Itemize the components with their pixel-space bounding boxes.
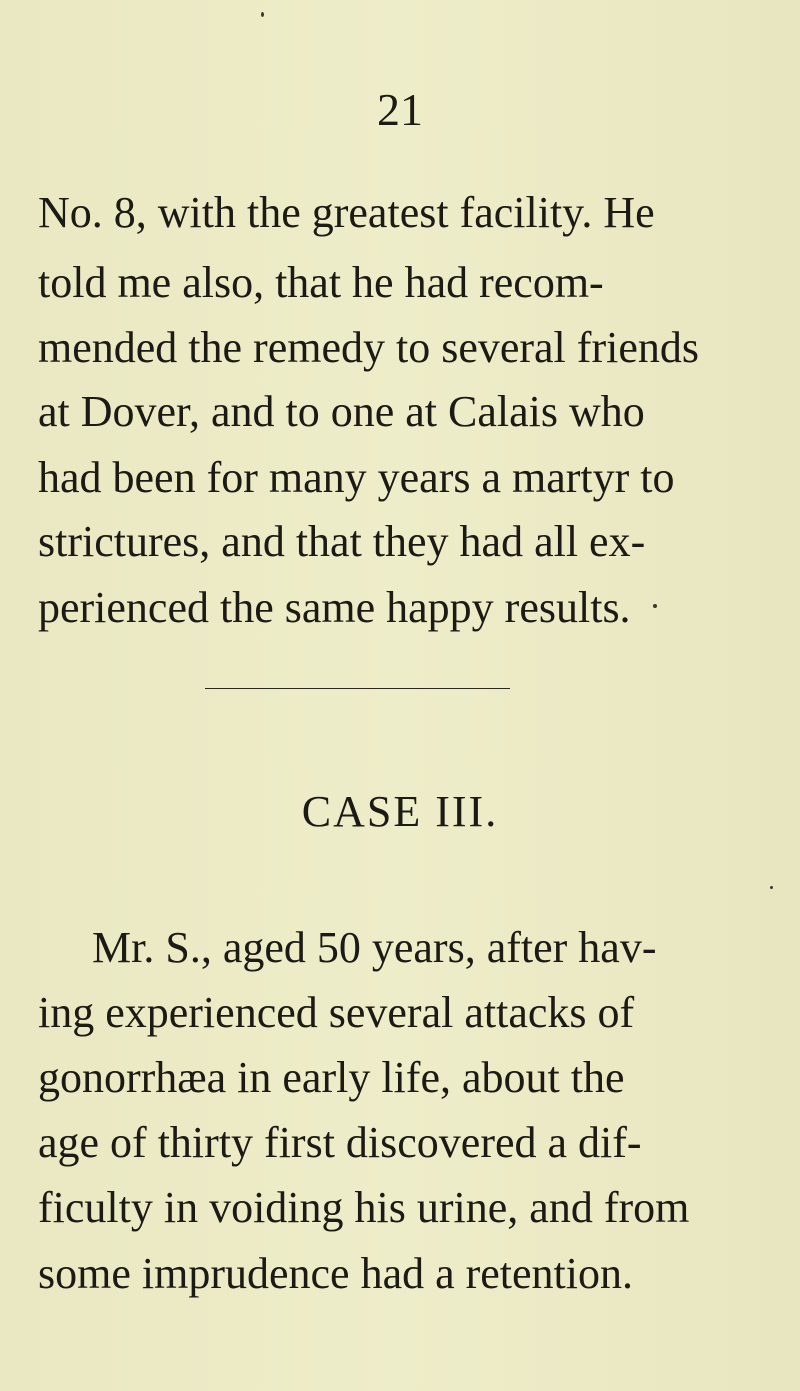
text-line: perienced the same happy results. — [38, 583, 631, 632]
paper-speck — [261, 12, 264, 17]
text-line: ficulty in voiding his urine, and from — [38, 1183, 690, 1232]
text-line: gonorrhæa in early life, about the — [38, 1053, 625, 1102]
text-line: mended the remedy to several friends — [38, 323, 699, 372]
text-line: No. 8, with the greatest facility. He — [38, 188, 655, 237]
text-line: some imprudence had a retention. — [38, 1249, 634, 1298]
text-line: ing experienced several attacks of — [38, 988, 635, 1037]
paper-speck — [653, 604, 657, 608]
text-line: at Dover, and to one at Calais who — [38, 387, 645, 436]
paper-speck — [770, 886, 773, 889]
case-heading: CASE III. — [301, 787, 499, 836]
text-line: strictures, and that they had all ex- — [38, 517, 646, 566]
text-line: told me also, that he had recom- — [38, 258, 604, 307]
page-number: 21 — [377, 84, 423, 135]
text-line: had been for many years a martyr to — [38, 453, 675, 502]
text-line: Mr. S., aged 50 years, after hav- — [92, 923, 657, 972]
section-divider — [205, 688, 510, 689]
text-line: age of thirty first discovered a dif- — [38, 1118, 642, 1167]
